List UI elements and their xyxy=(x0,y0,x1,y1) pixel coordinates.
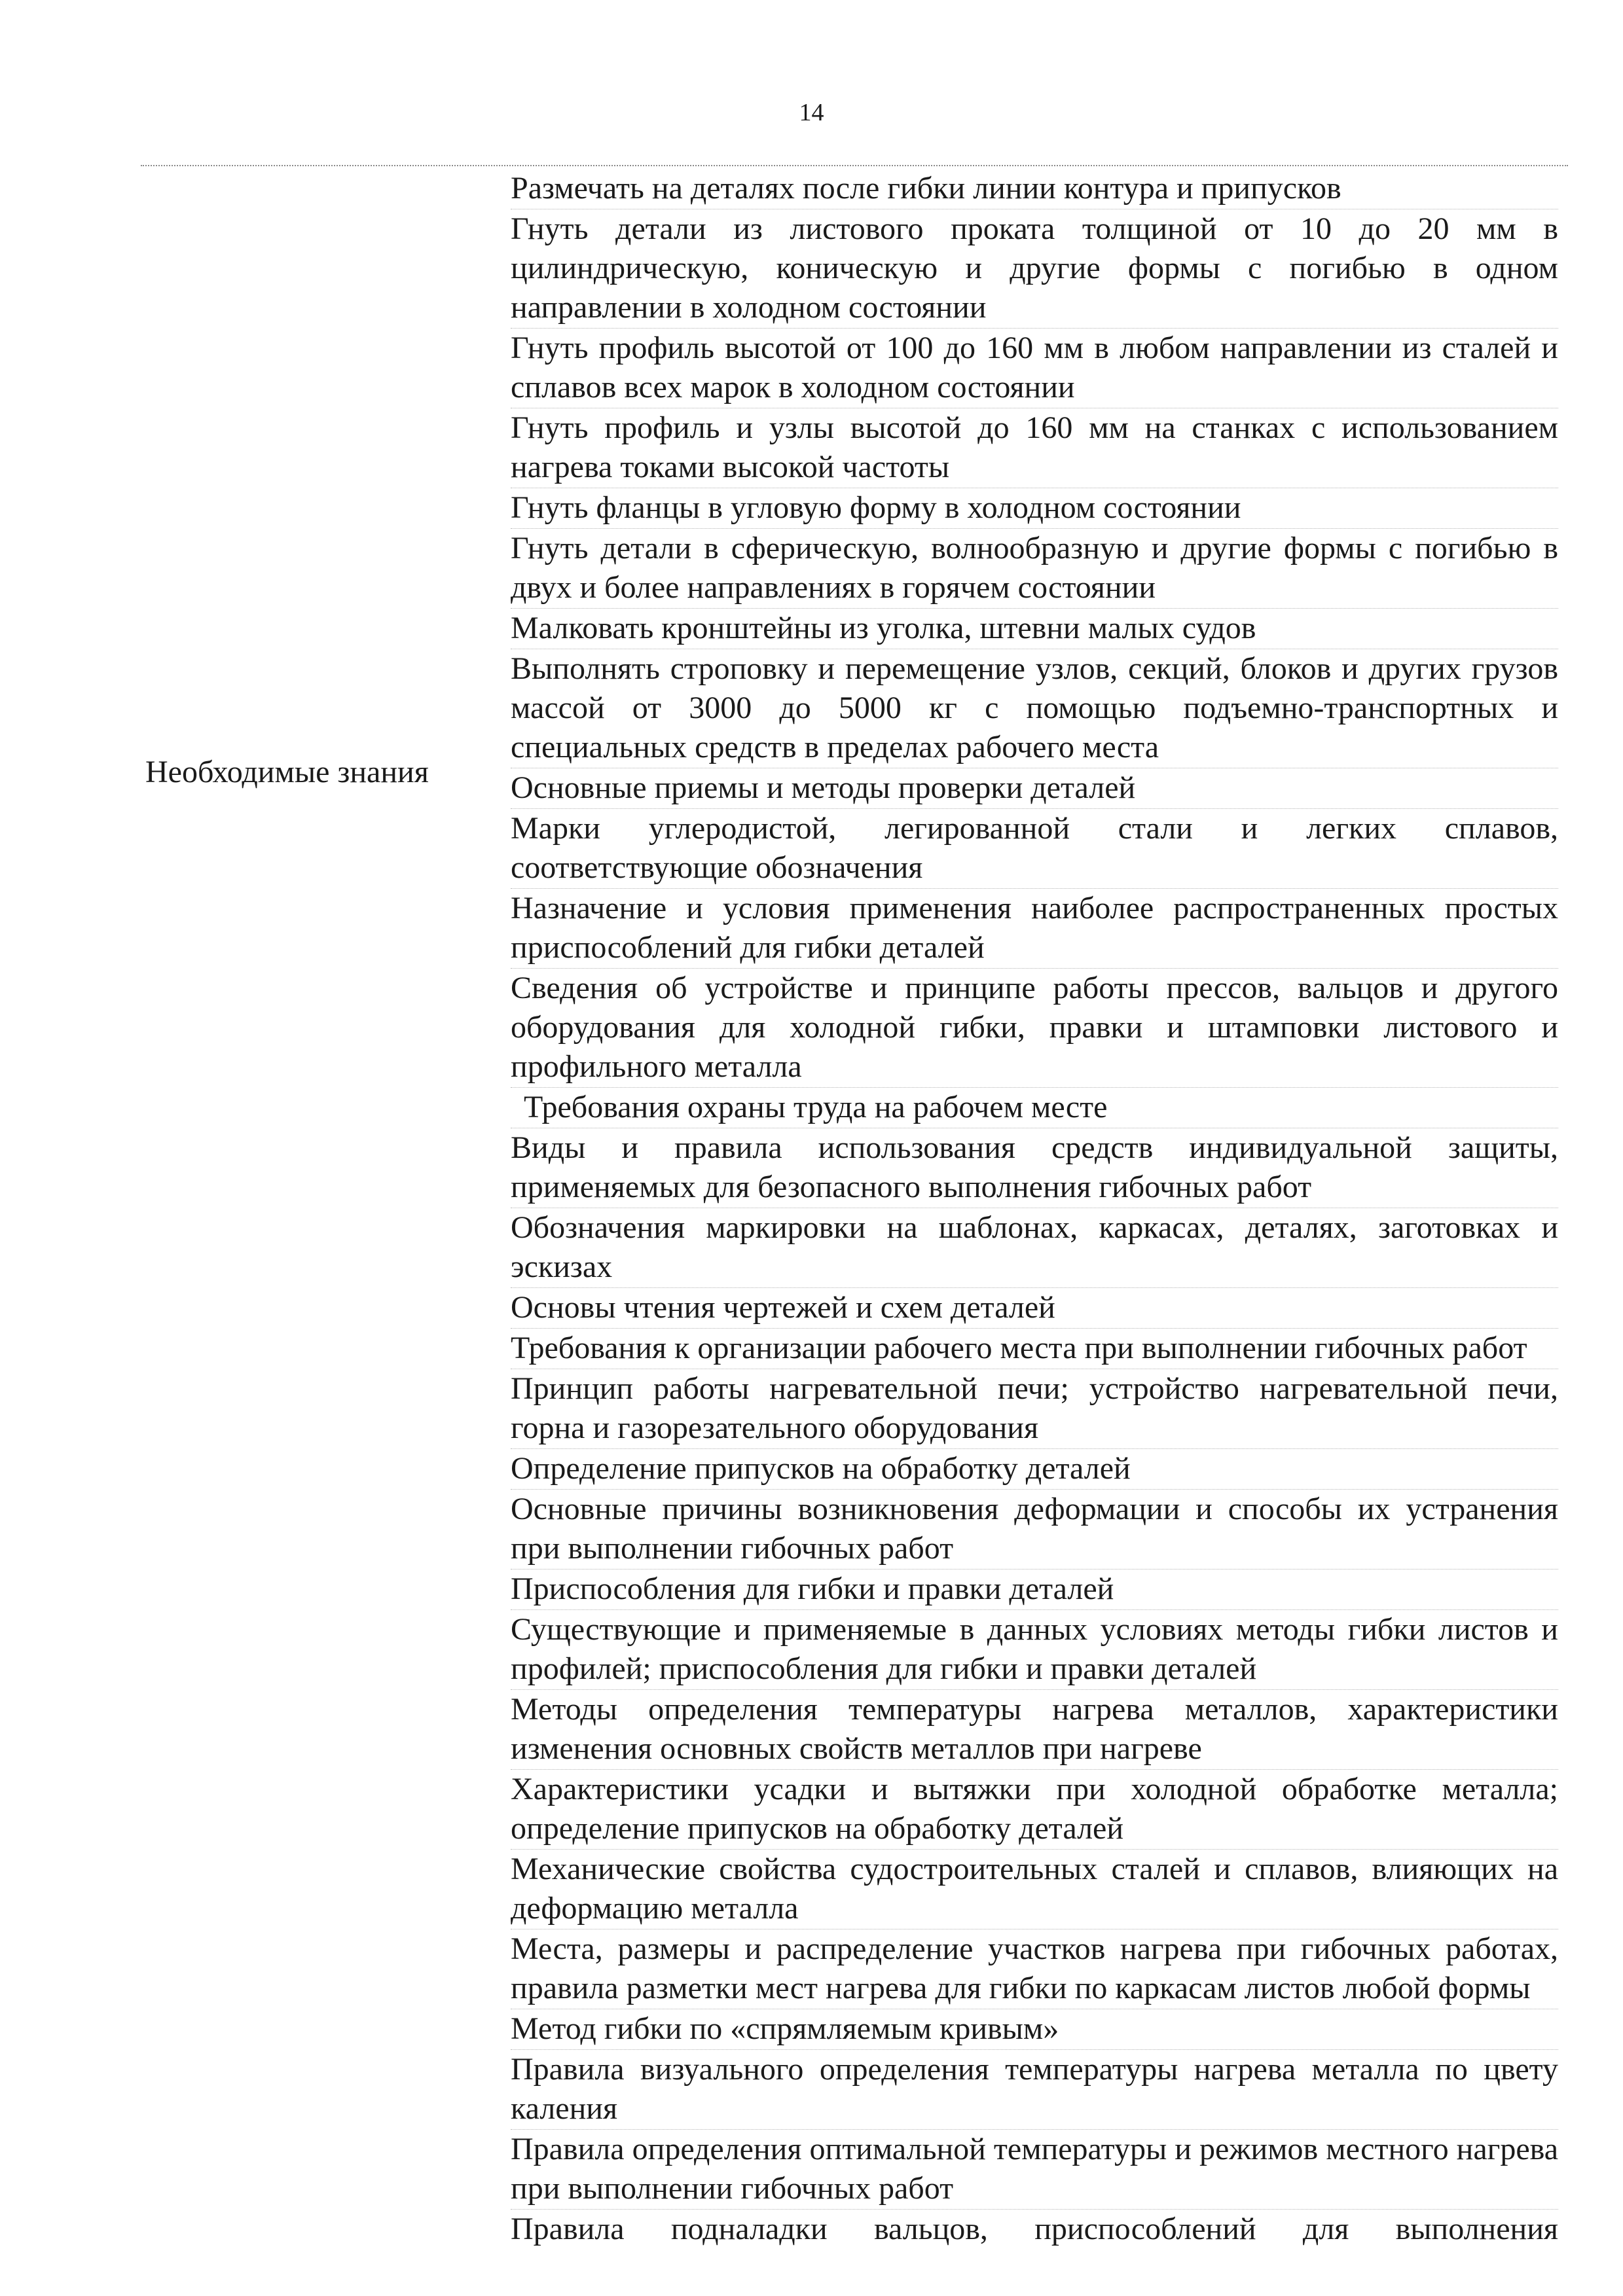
knowledge-item: Принцип работы нагревательной печи; устройство нагревательной печи, горна и газорезательного оборудования xyxy=(511,1369,1558,1449)
section-label-knowledge: Необходимые знания xyxy=(145,755,429,789)
knowledge-item: Требования к организации рабочего места при выполнении гибочных работ xyxy=(511,1329,1558,1369)
knowledge-item: Места, размеры и распределение участков нагрева при гибочных работах, правила разметки мест нагрева для гибки по каркасам листов любой формы xyxy=(511,1929,1558,2009)
knowledge-item: Требования охраны труда на рабочем месте xyxy=(511,1088,1558,1128)
knowledge-item: Существующие и применяемые в данных условиях методы гибки листов и профилей; приспособления для гибки и правки деталей xyxy=(511,1610,1558,1690)
knowledge-item: Правила определения оптимальной температуры и режимов местного нагрева при выполнении гибочных работ xyxy=(511,2130,1558,2210)
skill-item: Размечать на деталях после гибки линии контура и припусков xyxy=(511,169,1558,209)
table-top-rule xyxy=(141,165,1568,166)
knowledge-item: Марки углеродистой, легированной стали и легких сплавов, соответствующие обозначения xyxy=(511,809,1558,889)
page-number: 14 xyxy=(799,99,824,126)
table-content-column xyxy=(511,169,1558,2250)
skill-item: Малковать кронштейны из уголка, штевни малых судов xyxy=(511,609,1558,649)
knowledge-item: Сведения об устройстве и принципе работы прессов, вальцов и другого оборудования для холодной гибки, правки и штамповки листового и профильного металла xyxy=(511,969,1558,1088)
knowledge-item: Основные приемы и методы проверки деталей xyxy=(511,768,1558,809)
skill-item: Гнуть профиль высотой от 100 до 160 мм в любом направлении из сталей и сплавов всех марок в холодном состоянии xyxy=(511,329,1558,408)
skill-item: Гнуть детали из листового проката толщиной от 10 до 20 мм в цилиндрическую, коническую и другие формы с погибью в одном направлении в холодном состоянии xyxy=(511,209,1558,329)
skill-item: Гнуть фланцы в угловую форму в холодном состоянии xyxy=(511,488,1558,529)
knowledge-item: Основы чтения чертежей и схем деталей xyxy=(511,1288,1558,1329)
knowledge-item: Метод гибки по «спрямляемым кривым» xyxy=(511,2009,1558,2050)
knowledge-item: Приспособления для гибки и правки деталей xyxy=(511,1570,1558,1610)
knowledge-list xyxy=(511,768,1558,2250)
skills-list xyxy=(511,169,1558,768)
knowledge-item: Правила визуального определения температуры нагрева металла по цвету каления xyxy=(511,2050,1558,2130)
knowledge-item: Характеристики усадки и вытяжки при холодной обработке металла; определение припусков на обработку деталей xyxy=(511,1770,1558,1850)
knowledge-item: Правила подналадки вальцов, приспособлений для выполнения xyxy=(511,2212,1558,2246)
knowledge-item: Механические свойства судостроительных сталей и сплавов, влияющих на деформацию металла xyxy=(511,1850,1558,1929)
skill-item: Выполнять строповку и перемещение узлов, секций, блоков и других грузов массой от 3000 до 5000 кг с помощью подъемно-транспортных и специальных средств в пределах рабочего места xyxy=(511,649,1558,768)
skill-item: Гнуть детали в сферическую, волнообразную и другие формы с погибью в двух и более направлениях в горячем состоянии xyxy=(511,529,1558,609)
skill-item: Гнуть профиль и узлы высотой до 160 мм на станках с использованием нагрева токами высокой частоты xyxy=(511,408,1558,488)
knowledge-item: Методы определения температуры нагрева металлов, характеристики изменения основных свойств металлов при нагреве xyxy=(511,1690,1558,1770)
knowledge-item: Основные причины возникновения деформации и способы их устранения при выполнении гибочных работ xyxy=(511,1490,1558,1570)
knowledge-item: Виды и правила использования средств индивидуальной защиты, применяемых для безопасного выполнения гибочных работ xyxy=(511,1128,1558,1208)
knowledge-item: Обозначения маркировки на шаблонах, каркасах, деталях, заготовках и эскизах xyxy=(511,1208,1558,1288)
knowledge-item: Определение припусков на обработку деталей xyxy=(511,1449,1558,1490)
knowledge-item: Назначение и условия применения наиболее распространенных простых приспособлений для гибки деталей xyxy=(511,889,1558,969)
